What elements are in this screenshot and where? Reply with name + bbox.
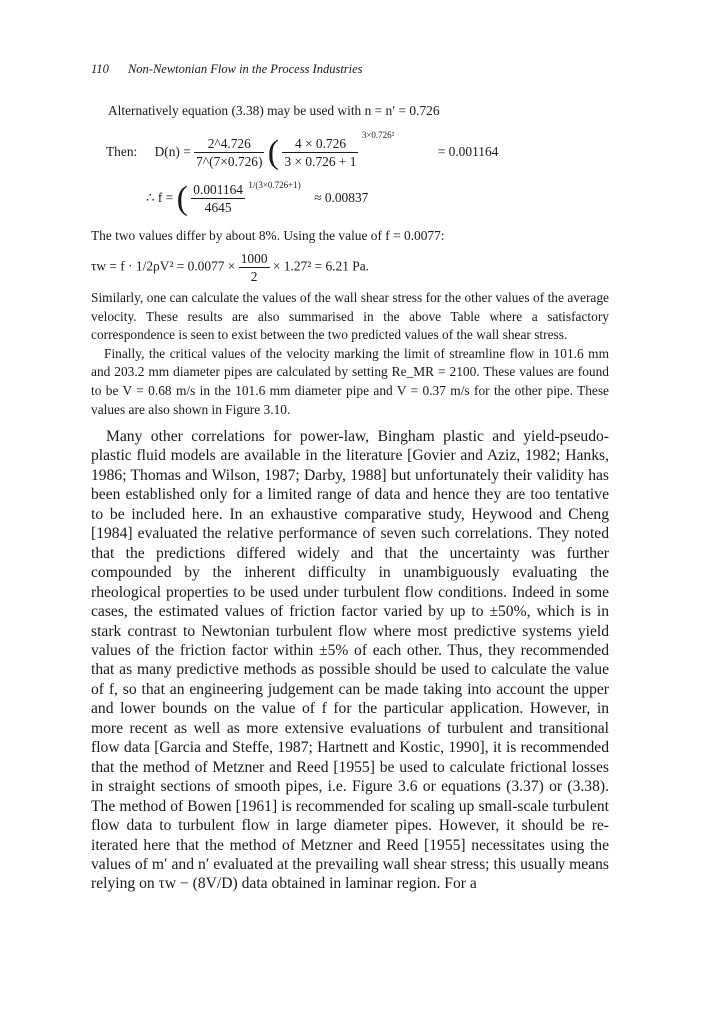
dn-result: = 0.001164 [437,144,499,159]
paragraph-similarly: Similarly, one can calculate the values of the wall shear stress for the other values of the average velocity. These results are also summarised in the above Table where a satisfactory correspondence is seen to exist between the two predicted values of the wall shear stress. [91,290,609,343]
dn-fraction [194,135,264,170]
dn-inner-numerator: 4 × 0.726 [282,135,358,153]
main-body [91,427,609,894]
dn-numerator: 2^4.726 [194,135,264,153]
equation-dn [106,130,498,170]
left-paren-f: ( [176,179,188,217]
paragraph-finally: Finally, the critical values of the velocity marking the limit of streamline flow in 101.6 mm and 203.2 mm diameter pipes are calculated by setting Re_MR = 2100. These values are found to be V = 0.68 m/s in the 101.6 mm diameter pipe and V = 0.37 m/s for the other pipe. These values are also shown in Figure 3.10. [91,345,609,417]
tau-result: × 1.27² = 6.21 Pa. [272,258,369,274]
f-result: ≈ 0.00837 [314,190,369,205]
running-title: Non-Newtonian Flow in the Process Industries [127,62,363,76]
tau-numerator: 1000 [240,251,268,266]
f-denominator: 4645 [204,200,232,216]
f-fraction [191,181,245,216]
running-header [91,62,363,77]
differ-line: The two values differ by about 8%. Using the value of f = 0.0077: [91,228,445,243]
equation-f [146,180,368,216]
page-number: 110 [91,62,109,76]
dn-inner-fraction [282,135,358,170]
dn-lhs: D(n) = [154,144,191,159]
f-exponent: 1/(3×0.726+1) [248,180,301,190]
equation-tau [91,250,369,285]
left-paren: ( [267,133,280,171]
then-label: Then: [106,144,138,159]
dn-inner-denominator: 3 × 0.726 + 1 [284,154,357,170]
f-lhs: ∴ f = [146,190,174,205]
tau-fraction [239,250,270,285]
f-numerator: 0.001164 [193,182,243,198]
example-paragraphs [91,289,609,419]
tau-lhs: τw = f · 1/2ρV² = 0.0077 × [91,258,236,274]
example-line-1: Alternatively equation (3.38) may be used with n = n′ = 0.726 [108,103,440,118]
body-paragraph: Many other correlations for power-law, Bingham plastic and yield-pseudo-plastic fluid models are available in the literature [Govier and Aziz, 1982; Hanks, 1986; Thomas and Wilson, 1987; Darby, 1988] but unfortunately their validity has been established only for a limited range of data and hence they are too tentative to be included here. In an exhaustive comparative study, Heywood and Cheng [1984] evaluated the relative performance of seven such correlations. They noted that the predictions differed widely and that the uncertainty was further compounded by the inherent difficulty in unambiguously evaluating the rheological properties to be used under turbulent flow conditions. Indeed in some cases, the estimated values of friction factor varied by up to ±50%, which is in stark contrast to Newtonian turbulent flow where most predictive systems yield values of the friction factor within ±5% of each other. Thus, they recommended that as many predictive methods as possible should be used to calculate the value of f, so that an engineering judgement can be made taking into account the upper and lower bounds on the value of f for the particular application. However, in more recent as well as more extensive evaluations of turbulent and transitional flow data [Garcia and Steffe, 1987; Hartnett and Kostic, 1990], it is recommended that the method of Metzner and Reed [1955] be used to calculate frictional losses in straight sections of smooth pipes, i.e. Figure 3.6 or equations (3.37) or (3.38). The method of Bowen [1961] is recommended for scaling up small-scale turbulent flow data to turbulent flow in large diameter pipes. However, it should be re-iterated here that the method of Metzner and Reed [1955] necessitates using the values of m′ and n′ evaluated at the prevailing wall shear stress; this usually means relying on τw − (8V/D) data obtained in laminar region. For a [91,428,609,893]
dn-exponent: 3×0.726² [361,130,395,140]
dn-denominator: 7^(7×0.726) [196,154,263,170]
tau-denominator: 2 [250,269,258,284]
